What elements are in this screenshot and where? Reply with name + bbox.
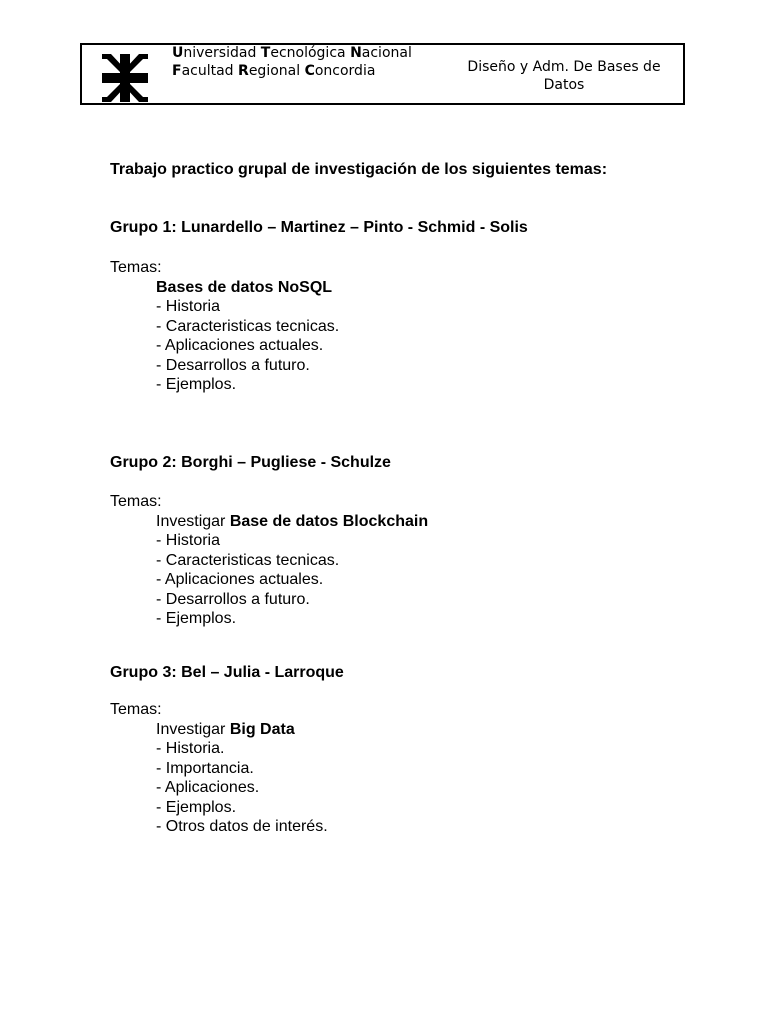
topic-subject: Investigar Big Data bbox=[156, 720, 295, 738]
topics-label: Temas: bbox=[110, 259, 162, 276]
topic-item: - Importancia. bbox=[156, 759, 254, 777]
course-name: Diseño y Adm. De Bases de Datos bbox=[467, 59, 661, 93]
topic-item: - Otros datos de interés. bbox=[156, 818, 328, 835]
topic-item: - Desarrollos a futuro. bbox=[156, 590, 310, 608]
group-3-title: Grupo 3: Bel – Julia - Larroque bbox=[110, 664, 344, 681]
group-2-title: Grupo 2: Borghi – Pugliese - Schulze bbox=[110, 454, 391, 471]
topic-item: - Aplicaciones actuales. bbox=[156, 337, 324, 354]
topic-item: - Caracteristicas tecnicas. bbox=[156, 551, 340, 569]
group-1-title: Grupo 1: Lunardello – Martinez – Pinto - Schmid - Solis bbox=[110, 219, 528, 236]
faculty-name: Facultad Regional Concordia bbox=[172, 62, 376, 79]
topic-subject: Bases de datos NoSQL bbox=[156, 278, 333, 296]
topic-item: - Ejemplos. bbox=[156, 376, 237, 393]
topic-item: - Historia bbox=[156, 298, 221, 315]
assignment-intro: Trabajo practico grupal de investigación de los siguientes temas: bbox=[110, 161, 608, 178]
university-name: Universidad Tecnológica Nacional bbox=[172, 45, 412, 61]
topic-item: - Ejemplos. bbox=[156, 610, 237, 627]
topic-item: - Historia bbox=[156, 532, 221, 549]
topics-label: Temas: bbox=[110, 493, 162, 510]
topic-item: - Ejemplos. bbox=[156, 798, 237, 816]
group-2-topics bbox=[110, 492, 658, 629]
group-1-topics bbox=[110, 258, 658, 395]
topic-item: - Aplicaciones. bbox=[156, 779, 260, 796]
utn-logo-icon bbox=[102, 54, 148, 102]
document-header bbox=[80, 43, 685, 105]
institution-block bbox=[172, 45, 412, 80]
group-3-topics bbox=[110, 700, 658, 837]
topics-label: Temas: bbox=[110, 701, 162, 718]
topic-subject: Investigar Base de datos Blockchain bbox=[156, 512, 429, 530]
topic-item: - Historia. bbox=[156, 740, 225, 757]
topic-item: - Caracteristicas tecnicas. bbox=[156, 317, 340, 335]
topic-item: - Desarrollos a futuro. bbox=[156, 356, 310, 374]
document-body bbox=[110, 160, 658, 835]
topic-item: - Aplicaciones actuales. bbox=[156, 571, 324, 588]
